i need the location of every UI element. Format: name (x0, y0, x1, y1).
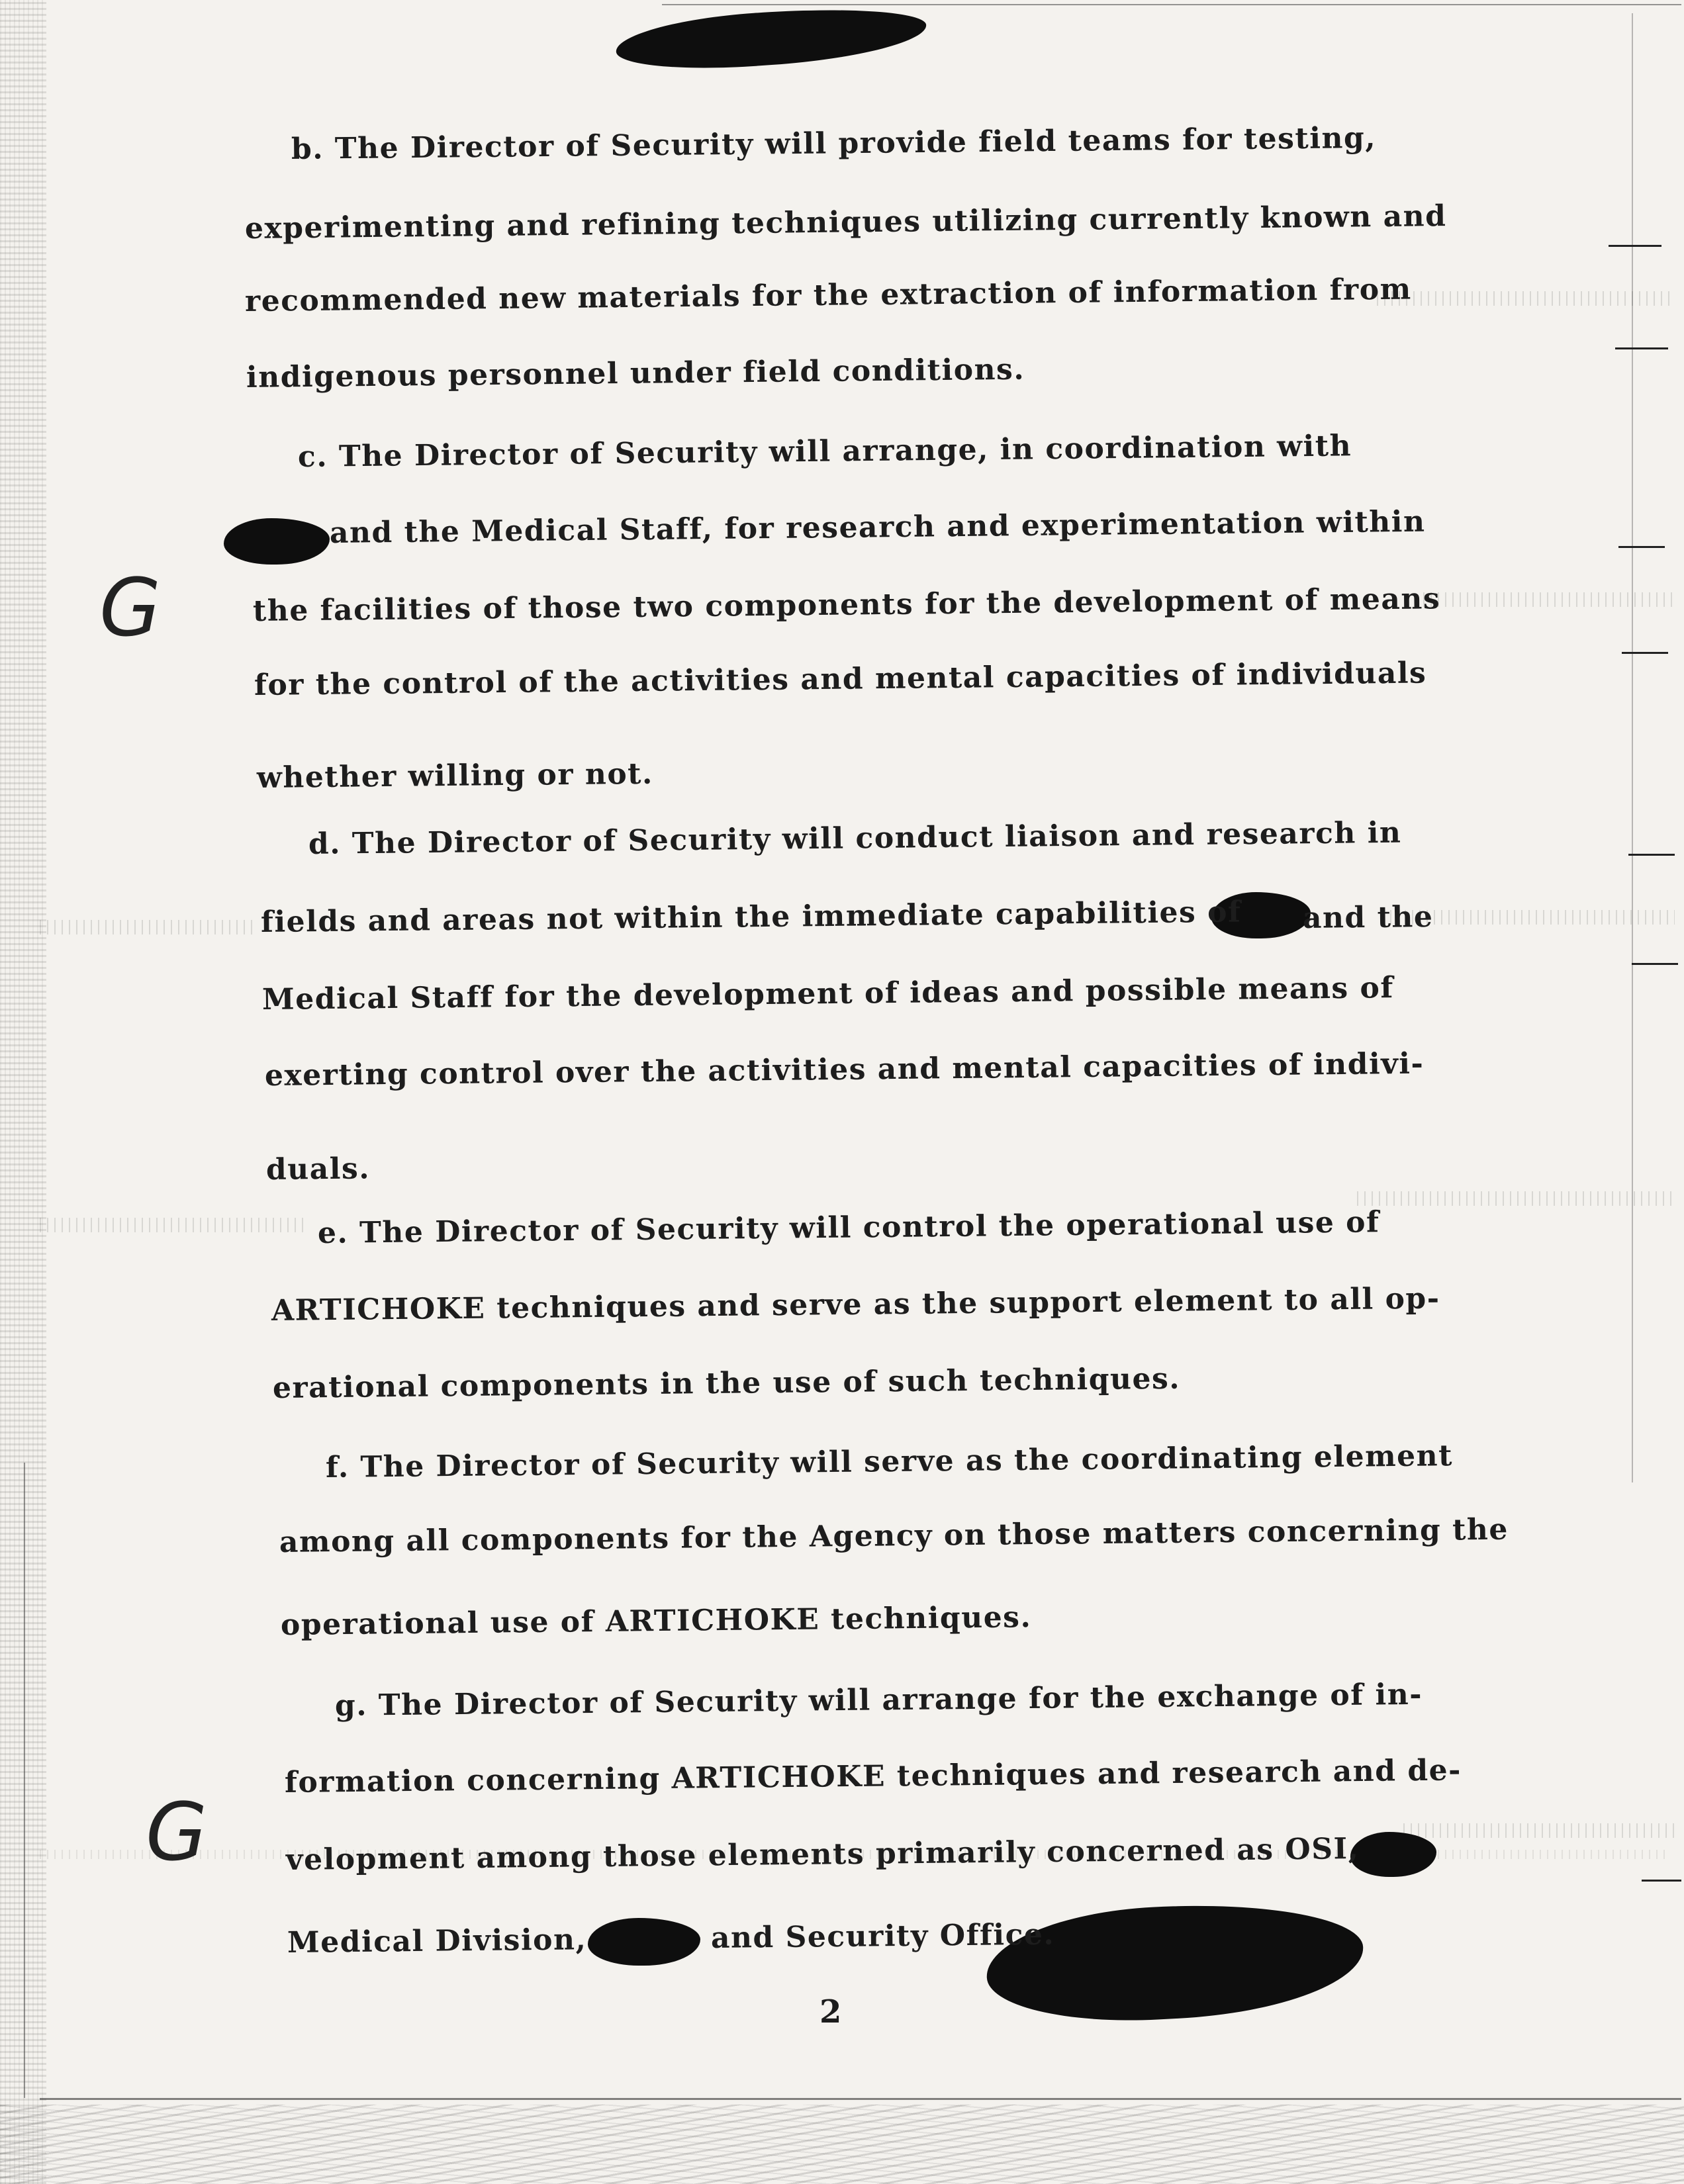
scan-border-right (1632, 13, 1633, 1482)
scan-mark (1642, 1880, 1681, 1882)
scan-mark (1622, 652, 1668, 654)
scan-mark (1628, 854, 1675, 856)
scan-noise-bottom (0, 2105, 1684, 2184)
paragraph-e-line-2: ARTICHOKE techniques and serve as the support element to all op- (271, 1281, 1440, 1328)
paragraph-g-line-4b: and Security Office. (710, 1917, 1055, 1955)
scan-border-left (24, 1463, 25, 2098)
paragraph-g-line-2: formation concerning ARTICHOKE techniques and research and de- (284, 1753, 1462, 1799)
scan-noise-band (1377, 291, 1675, 306)
page-number: 2 (819, 1993, 842, 2030)
redaction-header (614, 1, 928, 76)
paragraph-d-line-1: d. The Director of Security will conduct liaison and research in (308, 815, 1402, 861)
paragraph-f-line-1: f. The Director of Security will serve as the coordinating element (325, 1439, 1454, 1484)
paragraph-f-line-2: among all components for the Agency on those matters concerning the (279, 1512, 1509, 1559)
scan-noise-band (1423, 592, 1675, 607)
scan-mark (1632, 963, 1678, 965)
scan-border-top (662, 4, 1681, 5)
paragraph-g-line-1: g. The Director of Security will arrange for the exchange of in- (334, 1677, 1423, 1723)
paragraph-g-line-4a: Medical Division, (287, 1923, 587, 1960)
paragraph-c-line-3: the facilities of those two components for the development of means (252, 582, 1441, 628)
redaction-g1 (1350, 1832, 1436, 1877)
paragraph-c-line-5: whether willing or not. (256, 756, 654, 795)
paragraph-b-line-4: indigenous personnel under field conditions. (246, 352, 1025, 394)
margin-mark-g: G (146, 1787, 207, 1879)
paragraph-g-line-3: velopment among those elements primarily concerned as OSI, (285, 1832, 1360, 1877)
scan-noise-band (1403, 1823, 1675, 1838)
paragraph-c-line-4: for the control of the activities and mental capacities of individuals (254, 656, 1427, 702)
paragraph-d-line-3: Medical Staff for the development of ideas and possible means of (261, 971, 1395, 1017)
paragraph-d-line-2b: and the (1302, 899, 1434, 935)
scan-mark (1615, 347, 1668, 349)
paragraph-b-line-2: experimenting and refining techniques utilizing currently known and (244, 199, 1447, 246)
paragraph-c-line-2: and the Medical Staff, for research and experimentation within (329, 504, 1426, 550)
paragraph-d-line-2a: fields and areas not within the immediate capabilities of (260, 895, 1242, 939)
paragraph-b-line-3: recommended new materials for the extraction of information from (244, 272, 1412, 318)
paragraph-d-line-4: exerting control over the activities and mental capacities of indivi- (264, 1046, 1425, 1093)
paragraph-f-line-3: operational use of ARTICHOKE techniques. (280, 1600, 1032, 1642)
paragraph-e-line-1: e. The Director of Security will control the operational use of (317, 1205, 1380, 1250)
paragraph-c-line-1: c. The Director of Security will arrange, in coordination with (297, 429, 1352, 474)
margin-mark-g: G (99, 563, 161, 655)
paragraph-e-line-3: erational components in the use of such techniques. (272, 1361, 1181, 1405)
paragraph-b-line-1: b. The Director of Security will provide field teams for testing, (291, 120, 1377, 166)
paragraph-d-line-5: duals. (265, 1152, 371, 1187)
redaction-c (224, 518, 330, 565)
redaction-g2 (588, 1918, 700, 1966)
redaction-footer (984, 1896, 1366, 2028)
scan-noise-band (1357, 1191, 1675, 1206)
scan-noise-band (40, 1218, 304, 1232)
scan-border-bottom (40, 2098, 1681, 2100)
scan-mark (1618, 546, 1665, 548)
scan-noise-band (40, 920, 258, 934)
scan-mark (1609, 245, 1661, 247)
